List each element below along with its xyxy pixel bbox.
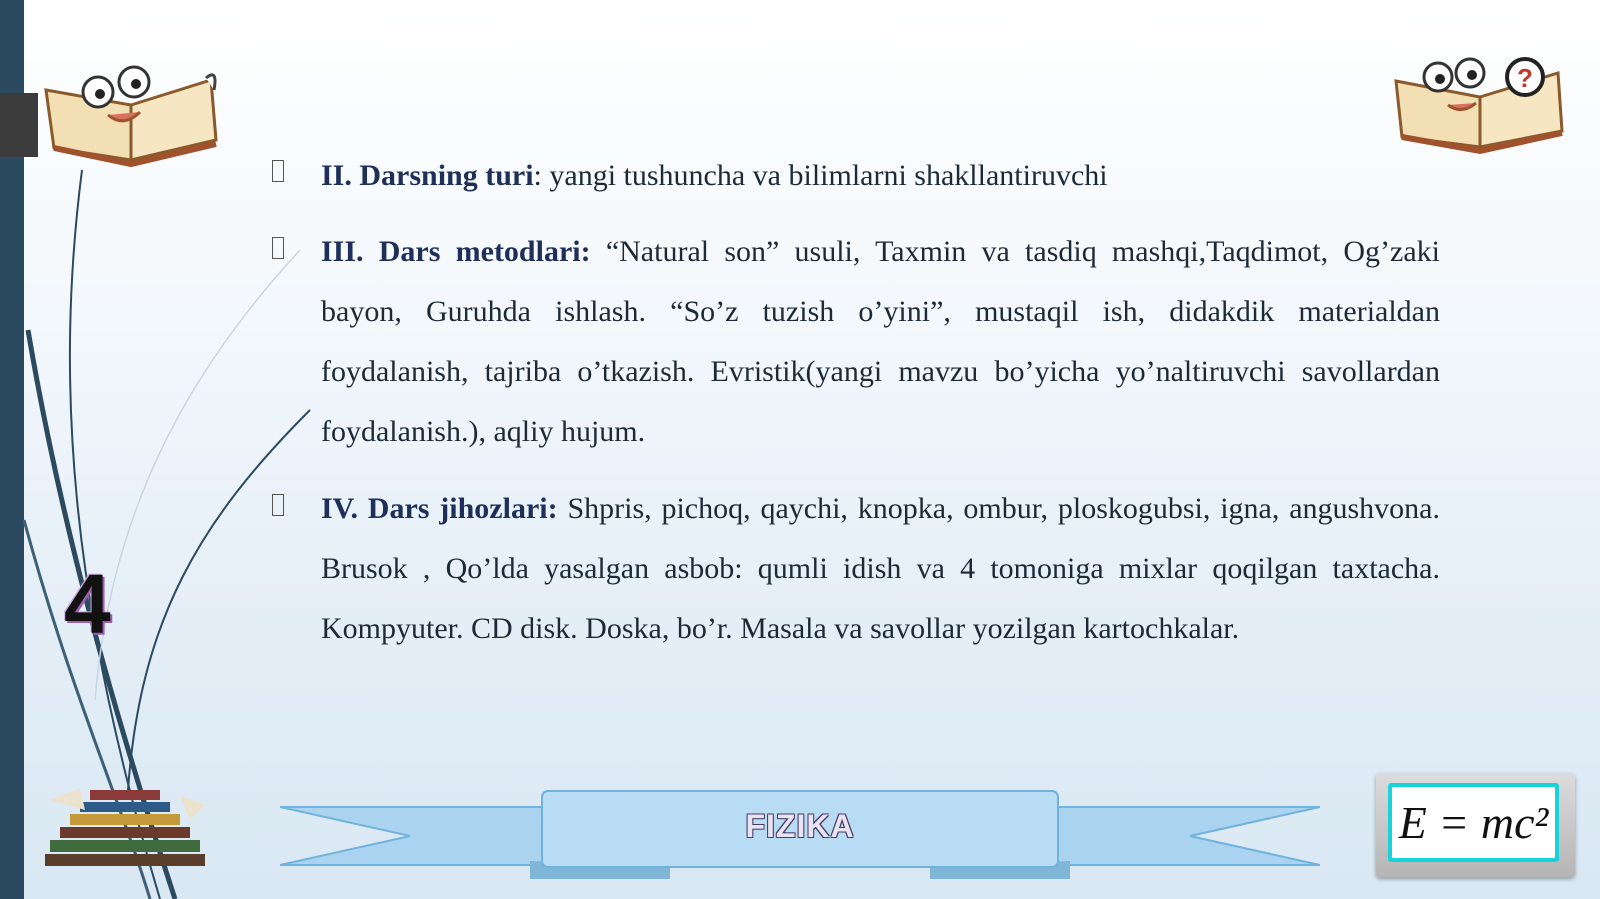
section-lesson-methods [321, 222, 1440, 462]
book-glasses-left-icon [36, 60, 226, 170]
section-lesson-type [321, 146, 1440, 206]
section-text: “Natural son” usuli, Taxmin va tasdiq mashqi,Taqdimot, Og’zaki bayon, Guruhda ishlash. “So’z tuzish o’yini”, mustaqil ish, didakdik materialdan foydalanish, tajriba o’tkazish. Evristik(yangi mavzu bo’yicha yo’naltiruvchi savollardan foydalanish.), aqliy hujum. [321, 235, 1440, 448]
section-label: IV. Dars jihozlari: [321, 492, 558, 525]
section-text: Shpris, pichoq, qaychi, knopka, ombur, ploskogubsi, igna, angushvona. Brusok , Qo’lda yasalgan asbob: qumli idish va 4 tomoniga mixlar qoqilgan taxtacha. Kompyuter. CD disk. Doska, bo’r. Masala va savollar yozilgan kartochkalar. [321, 492, 1441, 645]
bullet-box-icon [272, 237, 284, 259]
section-text: : yangi tushuncha va bilimlarni shakllantiruvchi [533, 159, 1108, 192]
formula-box [1376, 773, 1575, 877]
book-glasses-question-icon [1390, 55, 1580, 155]
book-stack-icon [40, 780, 210, 875]
banner-title: FIZIKA [745, 808, 855, 844]
bullet-box-icon [272, 494, 284, 516]
section-label: III. Dars metodlari: [321, 235, 591, 268]
svg-text:?: ? [1517, 63, 1533, 93]
formula-text: E = mc² [1388, 783, 1559, 862]
section-label: II. Darsning turi [321, 159, 534, 192]
section-lesson-equipment [321, 479, 1440, 659]
bullet-box-icon [272, 160, 284, 182]
slide-number: 4 [64, 557, 111, 651]
